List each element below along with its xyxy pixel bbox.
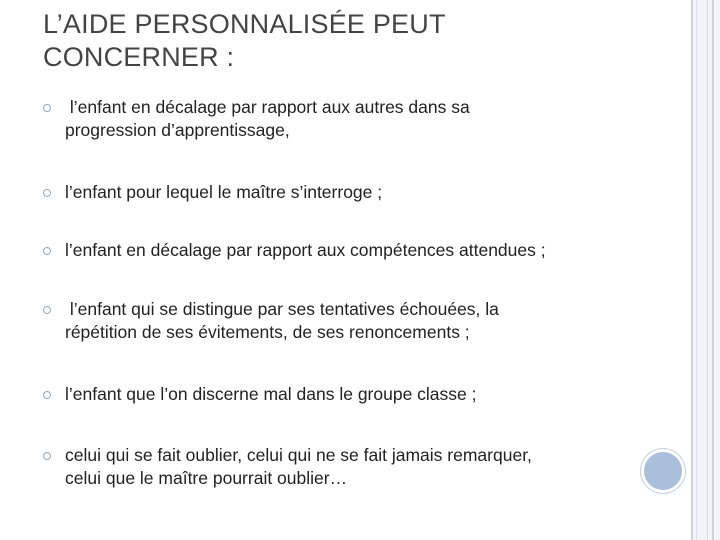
bullet-text-line: l’enfant en décalage par rapport aux compétences attendues ; (65, 240, 546, 260)
bullet-circle-icon (43, 247, 51, 255)
bullet-circle-icon (43, 391, 51, 399)
bullet-text-line: l’enfant pour lequel le maître s’interroge ; (65, 182, 383, 202)
bullet-text-line: celui qui se fait oublier, celui qui ne se fait jamais remarquer, (65, 445, 532, 465)
side-decoration-line (707, 0, 708, 540)
bullet-text-line: celui que le maître pourrait oublier… (65, 468, 348, 488)
bullet-circle-icon (43, 189, 51, 197)
bullet-text (65, 444, 645, 490)
bullet-text (65, 181, 645, 204)
bullet-text (65, 96, 645, 142)
bullet-text-line: progression d’apprentissage, (65, 120, 290, 140)
bullet-text-line: répétition de ses évitements, de ses renoncements ; (65, 322, 470, 342)
slide-title-line: L’AIDE PERSONNALISÉE PEUT (43, 9, 446, 39)
side-decoration-line (691, 0, 693, 540)
bullet-text-line: l’enfant que l’on discerne mal dans le groupe classe ; (65, 384, 477, 404)
bullet-text (65, 383, 645, 406)
bullet-text (65, 239, 645, 262)
bullet-circle-icon (43, 452, 51, 460)
bullet-text-line: l’enfant en décalage par rapport aux autres dans sa (65, 97, 470, 117)
bullet-text (65, 298, 645, 344)
side-decoration-line (712, 0, 714, 540)
bullet-circle-icon (43, 104, 51, 112)
slide-title-line: CONCERNER : (43, 42, 235, 72)
bullet-text-line: l’enfant qui se distingue par ses tentatives échouées, la (65, 299, 499, 319)
bullet-circle-icon (43, 306, 51, 314)
side-decoration-line (696, 0, 697, 540)
